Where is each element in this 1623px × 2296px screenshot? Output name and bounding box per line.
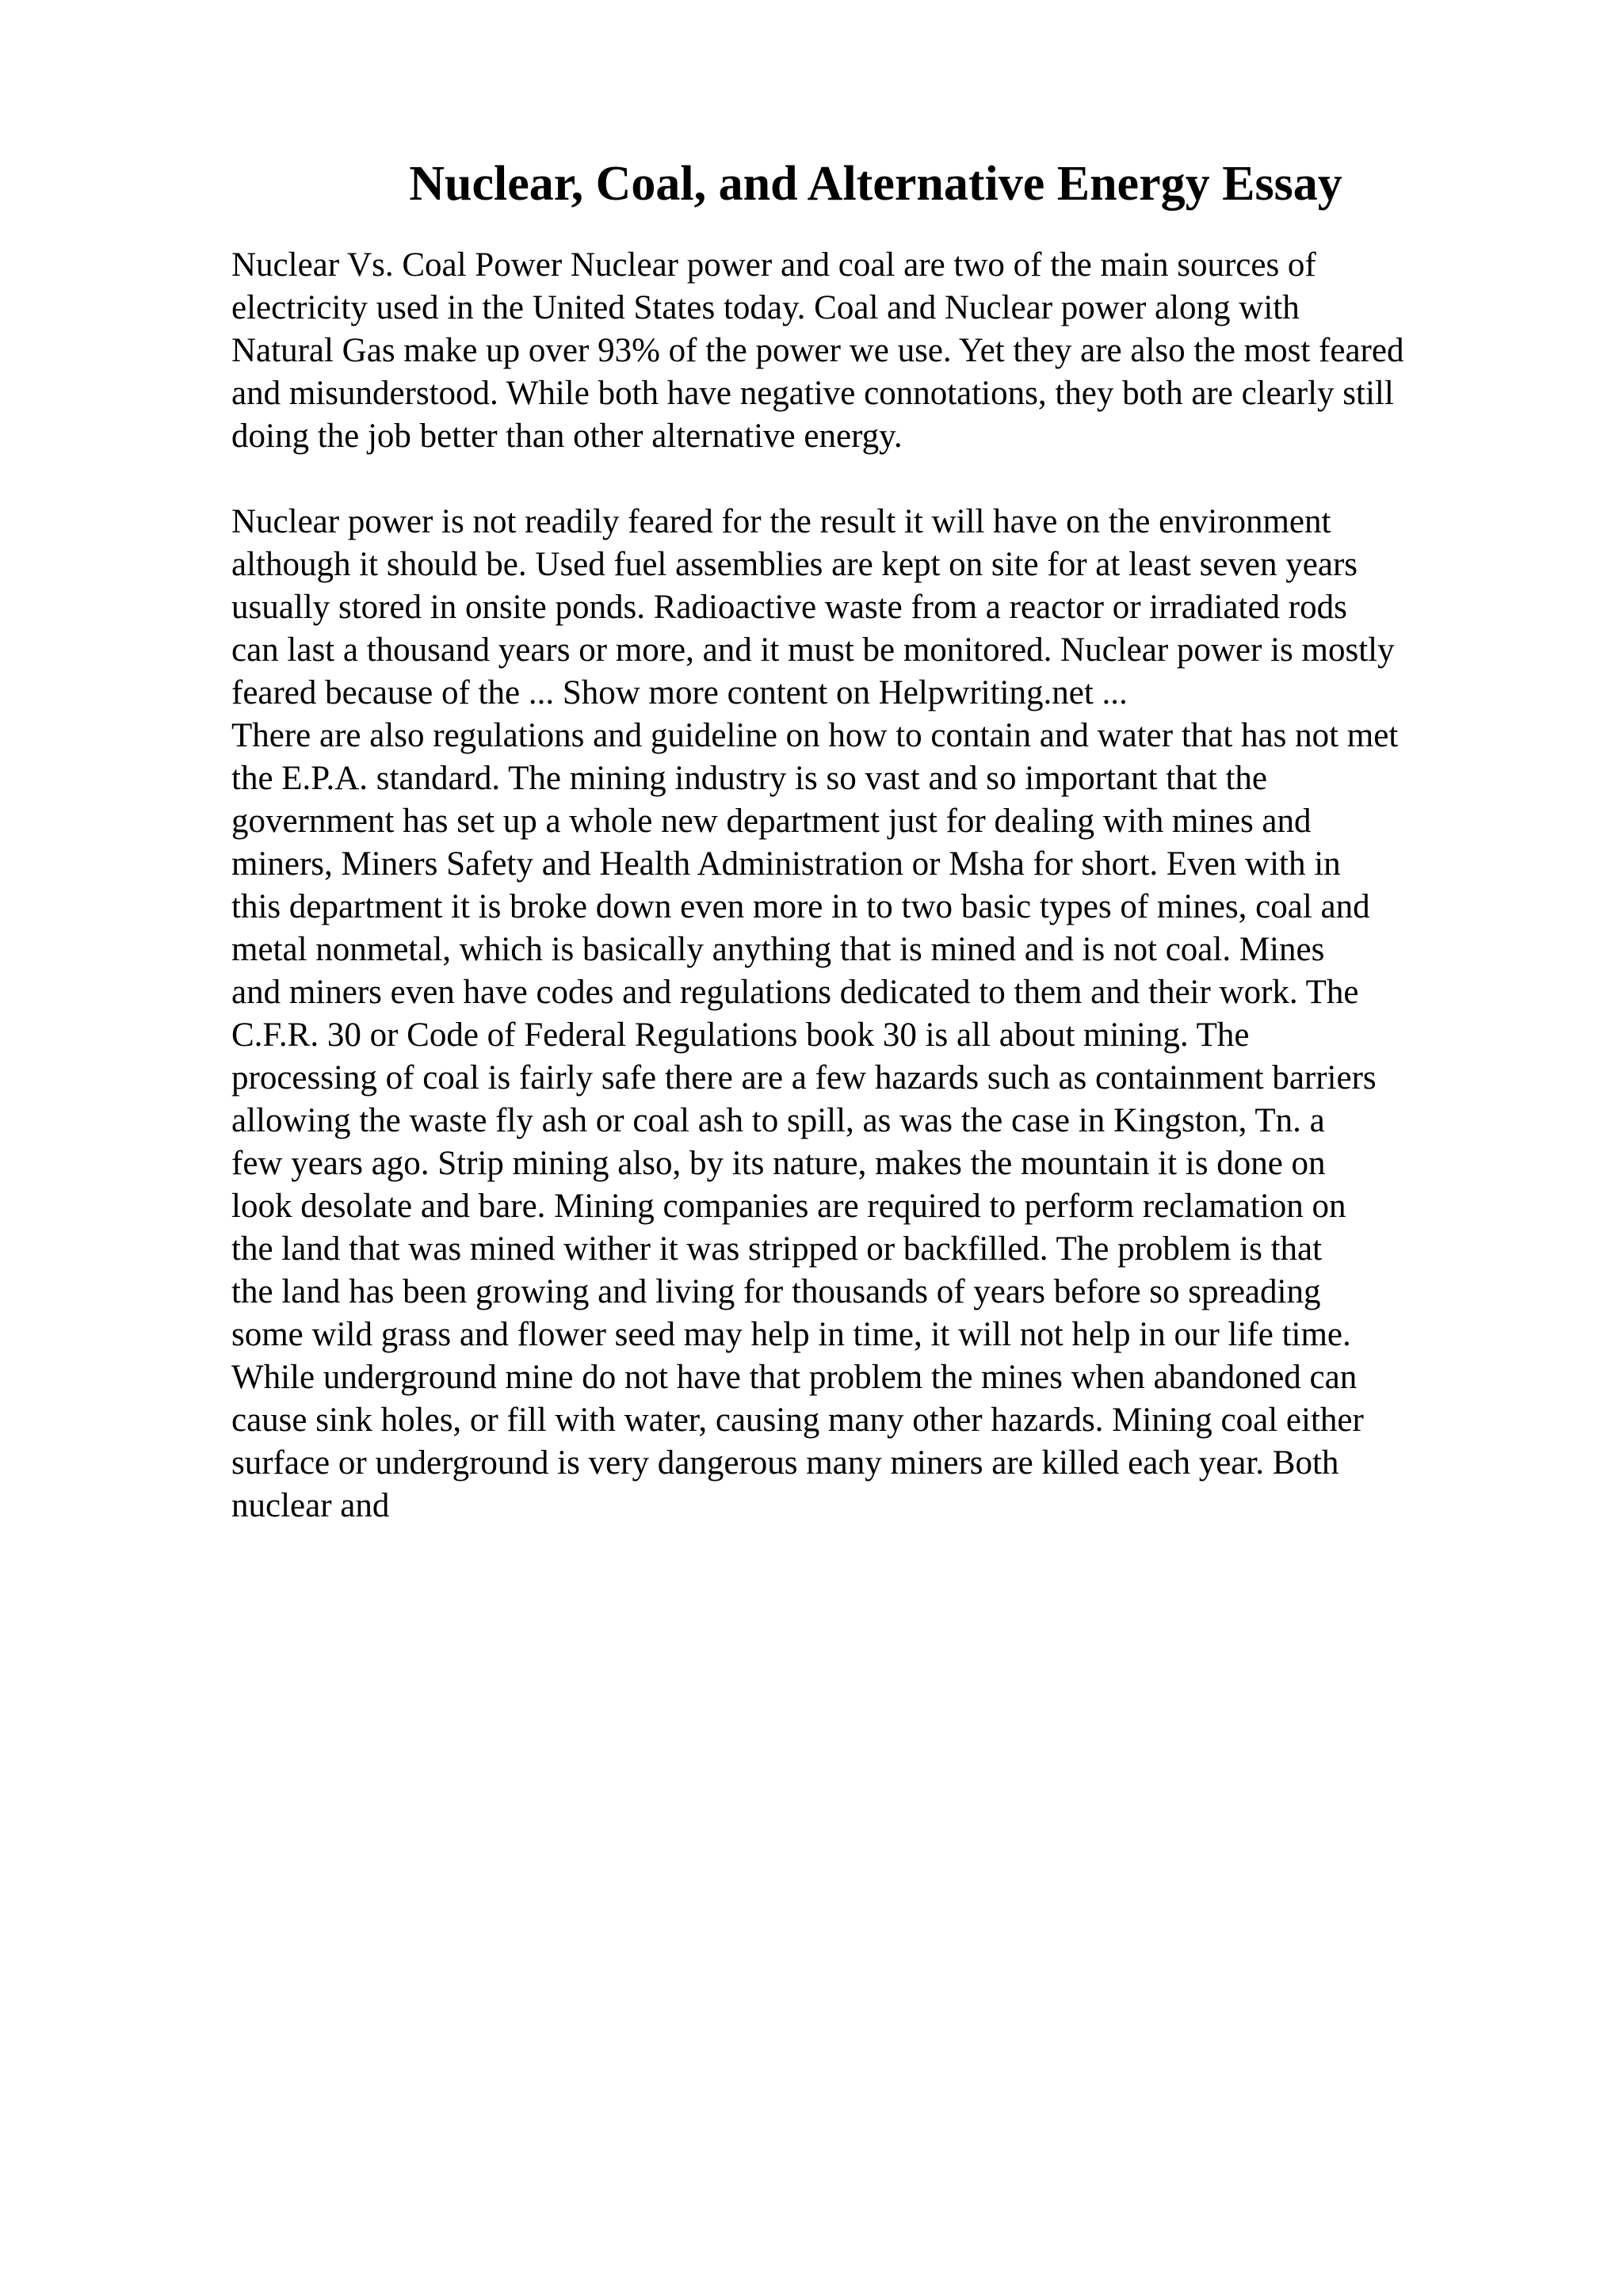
text-line: few years ago. Strip mining also, by its nature, makes the mountain it is done on (231, 1145, 1326, 1182)
text-line: the land has been growing and living for thousands of years before so spreading (231, 1273, 1321, 1310)
text-line: government has set up a whole new department just for dealing with mines and (231, 803, 1312, 840)
text-line: and miners even have codes and regulations dedicated to them and their work. The (231, 974, 1359, 1011)
text-line: miners, Miners Safety and Health Administration or Msha for short. Even with in (231, 845, 1341, 883)
text-line: electricity used in the United States today. Coal and Nuclear power along with (231, 289, 1300, 326)
paragraph-2 (231, 501, 1594, 1527)
text-line: the land that was mined wither it was stripped or backfilled. The problem is that (231, 1230, 1323, 1268)
paragraph-1 (231, 244, 1594, 458)
text-line: surface or underground is very dangerous many miners are killed each year. Both (231, 1444, 1339, 1482)
text-line: processing of coal is fairly safe there are a few hazards such as containment barriers (231, 1059, 1377, 1097)
text-line: Nuclear Vs. Coal Power Nuclear power and coal are two of the main sources of (231, 246, 1316, 284)
paragraph-spacer (231, 458, 1594, 501)
text-line: although it should be. Used fuel assemblies are kept on site for at least seven years (231, 546, 1358, 583)
text-line: and misunderstood. While both have negative connotations, they both are clearly still (231, 375, 1394, 412)
text-line: usually stored in onsite ponds. Radioactive waste from a reactor or irradiated rods (231, 589, 1347, 626)
text-line: can last a thousand years or more, and it must be monitored. Nuclear power is mostly (231, 631, 1395, 669)
text-line: cause sink holes, or fill with water, causing many other hazards. Mining coal either (231, 1402, 1364, 1439)
text-line: Natural Gas make up over 93% of the power we use. Yet they are also the most feared (231, 332, 1404, 369)
text-line: the E.P.A. standard. The mining industry is so vast and so important that the (231, 760, 1267, 797)
page-title: Nuclear, Coal, and Alternative Energy Essay (409, 157, 1342, 211)
essay-body (231, 244, 1594, 1527)
text-line: While underground mine do not have that problem the mines when abandoned can (231, 1359, 1358, 1396)
text-line: feared because of the ... Show more content on Helpwriting.net ... (231, 674, 1128, 711)
text-line: allowing the waste fly ash or coal ash to spill, as was the case in Kingston, Tn. a (231, 1102, 1325, 1139)
text-line: this department it is broke down even more in to two basic types of mines, coal and (231, 888, 1370, 925)
text-line: There are also regulations and guideline on how to contain and water that has not met (231, 717, 1399, 754)
text-line: nuclear and (231, 1487, 390, 1524)
text-line: metal nonmetal, which is basically anything that is mined and is not coal. Mines (231, 931, 1325, 968)
text-line: some wild grass and flower seed may help in time, it will not help in our life time. (231, 1316, 1351, 1353)
text-line: Nuclear power is not readily feared for the result it will have on the environment (231, 503, 1331, 540)
text-line: doing the job better than other alternative energy. (231, 418, 903, 455)
text-line: C.F.R. 30 or Code of Federal Regulations book 30 is all about mining. The (231, 1016, 1250, 1054)
text-line: look desolate and bare. Mining companies are required to perform reclamation on (231, 1188, 1346, 1225)
